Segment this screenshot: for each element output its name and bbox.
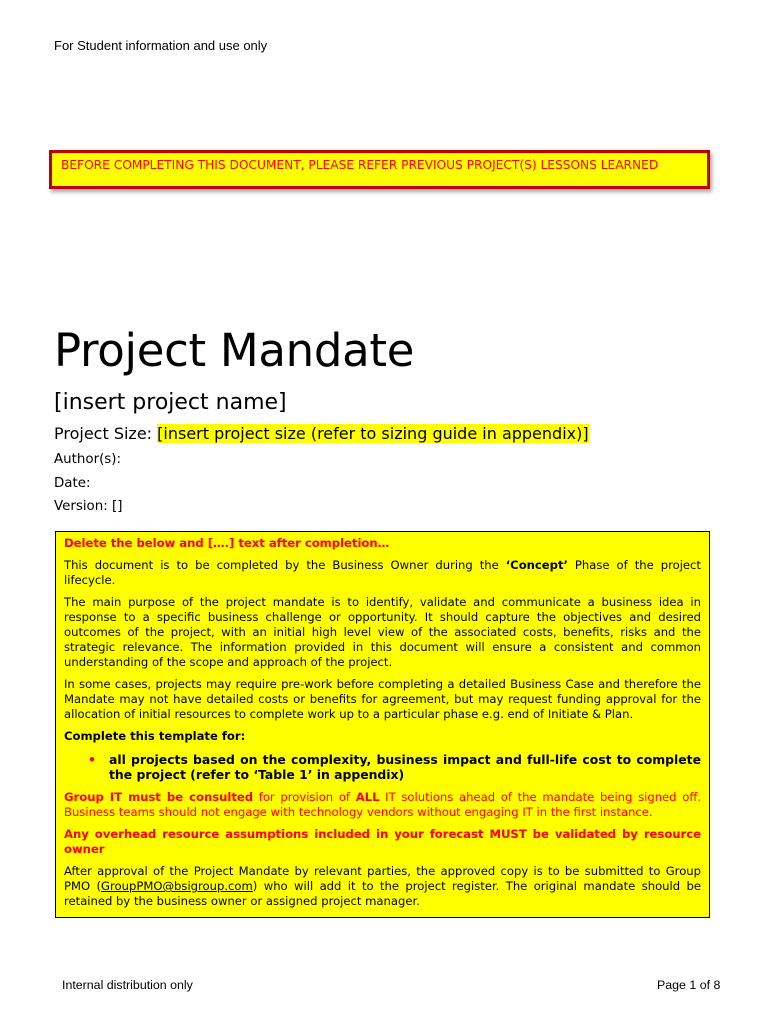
date-label: Date:	[54, 476, 91, 491]
approval-text-post: ) who will add it to the project register. The original mandate should be retained by the business owner or assigned project manager.	[64, 879, 701, 908]
it-consult-post: IT solutions ahead of the mandate being signed off. Business teams should not engage with technology vendors without engaging IT in the first instance.	[64, 790, 702, 819]
concept-paragraph	[64, 558, 701, 588]
concept-phase-name: ‘Concept’	[505, 558, 568, 572]
document-title: Project Mandate	[54, 324, 415, 377]
version-label: Version: []	[54, 499, 123, 514]
footer-distribution: Internal distribution only	[62, 978, 193, 992]
instructions-box	[55, 531, 710, 918]
purpose-paragraph: The main purpose of the project mandate is to identify, validate and communicate a business idea in response to a specific business challenge or opportunity. It should capture the objectives and desired outcomes of the project, with an initial high level view of the associated costs, benefits, risks and the strategic relevance. The information provided in this document will ensure a consistent and common understanding of the scope and approach of the project.	[64, 595, 701, 669]
concept-text-pre: This document is to be completed by the Business Owner during the	[64, 558, 506, 572]
concept-text-post: Phase of the project lifecycle.	[64, 558, 701, 587]
warning-banner	[49, 150, 710, 189]
overhead-paragraph: Any overhead resource assumptions included in your forecast MUST be validated by resource owner	[64, 827, 701, 856]
group-pmo-email-link[interactable]: GroupPMO@bsigroup.com	[101, 879, 253, 893]
project-size-value: [insert project size (refer to sizing guide in appendix)]	[157, 424, 589, 443]
warning-text: BEFORE COMPLETING THIS DOCUMENT, PLEASE REFER PREVIOUS PROJECT(S) LESSONS LEARNED	[61, 158, 659, 172]
approval-paragraph	[64, 864, 701, 909]
project-name-placeholder: [insert project name]	[54, 390, 287, 415]
list-item	[64, 752, 701, 782]
project-size-line	[54, 423, 589, 445]
author-label: Author(s):	[54, 452, 122, 467]
project-size-label: Project Size:	[54, 424, 153, 443]
prework-paragraph: In some cases, projects may require pre-work before completing a detailed Business Case and therefore the Mandate may not have detailed costs or benefits for agreement, but may request funding approval for the allocation of initial resources to complete work up to a particular phase e.g. end of Initiate & Plan.	[64, 677, 701, 721]
it-consult-bold: Group IT must be consulted	[64, 790, 254, 804]
bullet-icon: •	[88, 752, 96, 767]
it-consult-all: ALL	[355, 790, 380, 804]
template-criteria-list	[64, 752, 701, 782]
complete-heading: Complete this template for:	[64, 729, 246, 743]
bullet-text: all projects based on the complexity, business impact and full-life cost to complete the project (refer to ‘Table 1’ in appendix)	[109, 752, 701, 782]
it-consult-paragraph	[64, 790, 701, 820]
page-header: For Student information and use only	[54, 38, 268, 53]
footer-page-number: Page 1 of 8	[657, 978, 721, 992]
approval-text-pre: After approval of the Project Mandate by relevant parties, the approved copy is to be submitted to Group PMO (	[64, 864, 701, 893]
it-consult-mid: for provision of	[253, 790, 356, 804]
delete-note: Delete the below and [….] text after completion…	[64, 536, 390, 550]
